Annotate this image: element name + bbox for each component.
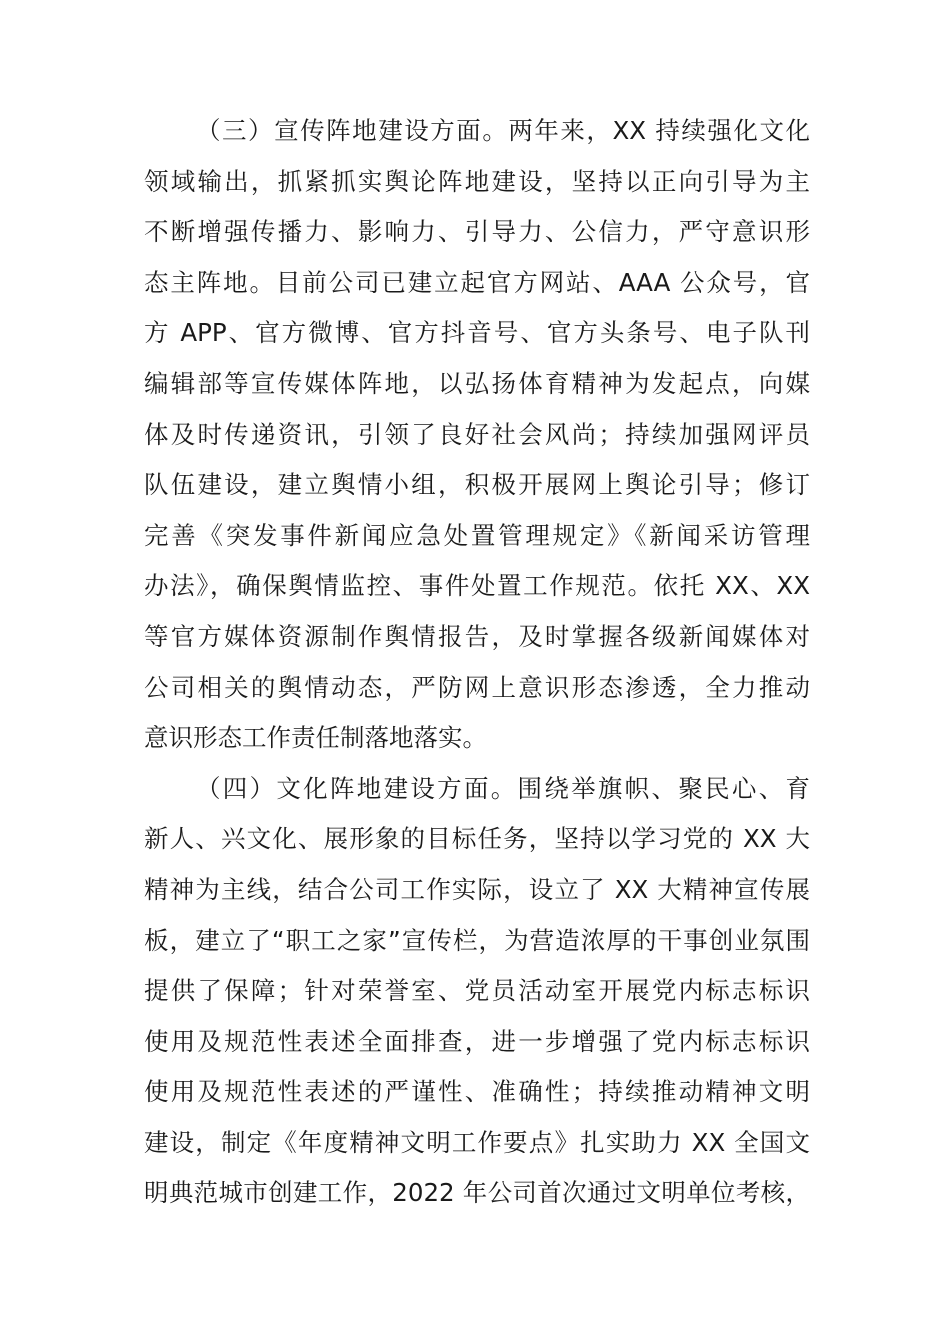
paragraph-line: 方 APP、官方微博、官方抖音号、官方头条号、电子队刊 (144, 318, 810, 348)
paragraph-line: 编辑部等宣传媒体阵地，以弘扬体育精神为发起点，向媒 (144, 368, 810, 398)
document-body (144, 106, 810, 1219)
paragraph-line: 领域输出，抓紧抓实舆论阵地建设，坚持以正向引导为主 (144, 166, 810, 196)
paragraph-culture-front (144, 764, 810, 1219)
paragraph-line: 使用及规范性表述全面排查，进一步增强了党内标志标识 (144, 1026, 810, 1056)
paragraph-line: 体及时传递资讯，引领了良好社会风尚；持续加强网评员 (144, 419, 810, 449)
paragraph-line: 使用及规范性表述的严谨性、准确性；持续推动精神文明 (144, 1077, 810, 1107)
paragraph-line: （三）宣传阵地建设方面。两年来，XX 持续强化文化 (196, 116, 810, 145)
paragraph-line: 等官方媒体资源制作舆情报告，及时掌握各级新闻媒体对 (144, 621, 810, 651)
paragraph-line: （四）文化阵地建设方面。围绕举旗帜、聚民心、育 (196, 773, 810, 803)
paragraph-line: 态主阵地。目前公司已建立起官方网站、AAA 公众号，官 (144, 267, 810, 297)
paragraph-line: 建设，制定《年度精神文明工作要点》扎实助力 XX 全国文 (144, 1127, 810, 1157)
paragraph-line: 明典范城市创建工作，2022 年公司首次通过文明单位考核， (144, 1178, 810, 1208)
paragraph-line: 队伍建设，建立舆情小组，积极开展网上舆论引导；修订 (144, 470, 810, 500)
paragraph-line: 提供了保障；针对荣誉室、党员活动室开展党内标志标识 (144, 976, 810, 1006)
paragraph-line: 完善《突发事件新闻应急处置管理规定》《新闻采访管理 (144, 520, 810, 550)
paragraph-line: 办法》，确保舆情监控、事件处置工作规范。依托 XX、XX (144, 571, 810, 601)
paragraph-line: 不断增强传播力、影响力、引导力、公信力，严守意识形 (144, 217, 810, 247)
paragraph-line: 精神为主线，结合公司工作实际，设立了 XX 大精神宣传展 (144, 874, 810, 904)
paragraph-line: 板，建立了“职工之家”宣传栏，为营造浓厚的干事创业氛围 (144, 925, 810, 955)
paragraph-propaganda-front (144, 106, 810, 764)
paragraph-line: 意识形态工作责任制落地落实。 (144, 723, 487, 753)
paragraph-line: 新人、兴文化、展形象的目标任务，坚持以学习党的 XX 大 (144, 824, 810, 854)
paragraph-line: 公司相关的舆情动态，严防网上意识形态渗透，全力推动 (144, 672, 810, 702)
